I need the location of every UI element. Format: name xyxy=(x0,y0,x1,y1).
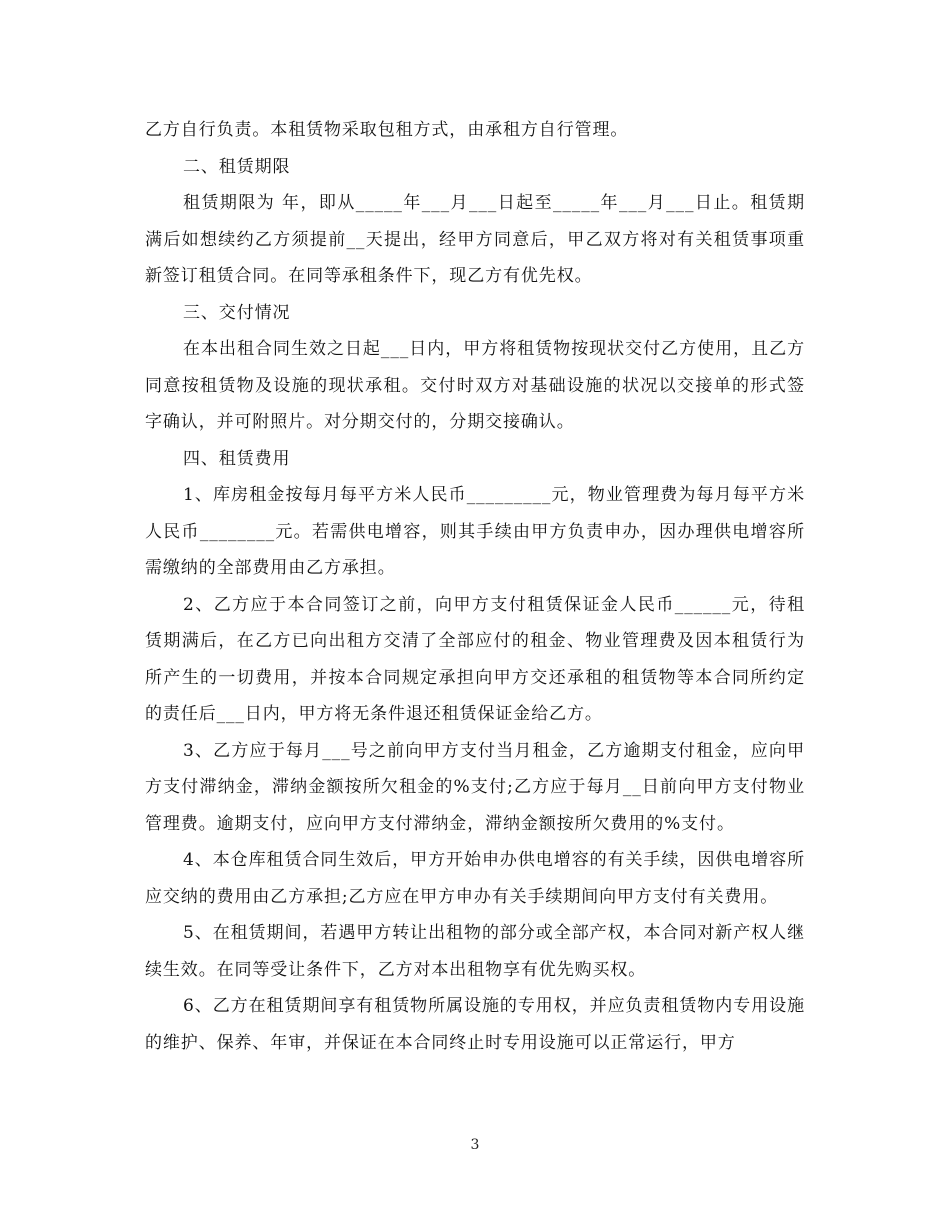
paragraph: 2、乙方应于本合同签订之前，向甲方支付租赁保证金人民币______元，待租赁期满后，在乙方已向出租方交清了全部应付的租金、物业管理费及因本租赁行为所产生的一切费用，并按本合同规定承担向甲方交还承租的租赁物等本合同所约定的责任后___日内，甲方将无条件退还租赁保证金给乙方。 xyxy=(145,594,805,724)
document-body xyxy=(145,112,805,1061)
paragraph: 在本出租合同生效之日起___日内，甲方将租赁物按现状交付乙方使用，且乙方同意按租赁物及设施的现状承租。交付时双方对基础设施的状况以交接单的形式签字确认，并可附照片。对分期交付的，分期交接确认。 xyxy=(145,339,805,432)
paragraph: 3、乙方应于每月___号之前向甲方支付当月租金，乙方逾期支付租金，应向甲方支付滞纳金，滞纳金额按所欠租金的%支付;乙方应于每月__日前向甲方支付物业管理费。逾期支付，应向甲方支付滞纳金，滞纳金额按所欠费用的%支付。 xyxy=(145,740,805,834)
paragraph: 5、在租赁期间，若遇甲方转让出租物的部分或全部产权，本合同对新产权人继续生效。在同等受让条件下，乙方对本出租物享有优先购买权。 xyxy=(145,923,805,980)
paragraph: 二、租赁期限 xyxy=(183,156,291,177)
page-number: 3 xyxy=(470,1137,480,1153)
paragraph: 四、租赁费用 xyxy=(183,448,291,469)
paragraph: 三、交付情况 xyxy=(183,302,291,323)
paragraph: 租赁期限为 年，即从_____年___月___日起至_____年___月___日止。租赁期满后如想续约乙方须提前__天提出，经甲方同意后，甲乙双方将对有关租赁事项重新签订租赁合同。在同等承租条件下，现乙方有优先权。 xyxy=(145,193,805,286)
paragraph: 4、本仓库租赁合同生效后，甲方开始申办供电增容的有关手续，因供电增容所应交纳的费用由乙方承担;乙方应在甲方申办有关手续期间向甲方支付有关费用。 xyxy=(145,850,805,907)
paragraph: 乙方自行负责。本租赁物采取包租方式，由承租方自行管理。 xyxy=(145,120,629,140)
paragraph: 6、乙方在租赁期间享有租赁物所属设施的专用权，并应负责租赁物内专用设施的维护、保养、年审，并保证在本合同终止时专用设施可以正常运行，甲方 xyxy=(145,996,805,1053)
paragraph: 1、库房租金按每月每平方米人民币_________元，物业管理费为每月每平方米人民币________元。若需供电增容，则其手续由甲方负责申办，因办理供电增容所需缴纳的全部费用由乙方承担。 xyxy=(145,485,805,578)
